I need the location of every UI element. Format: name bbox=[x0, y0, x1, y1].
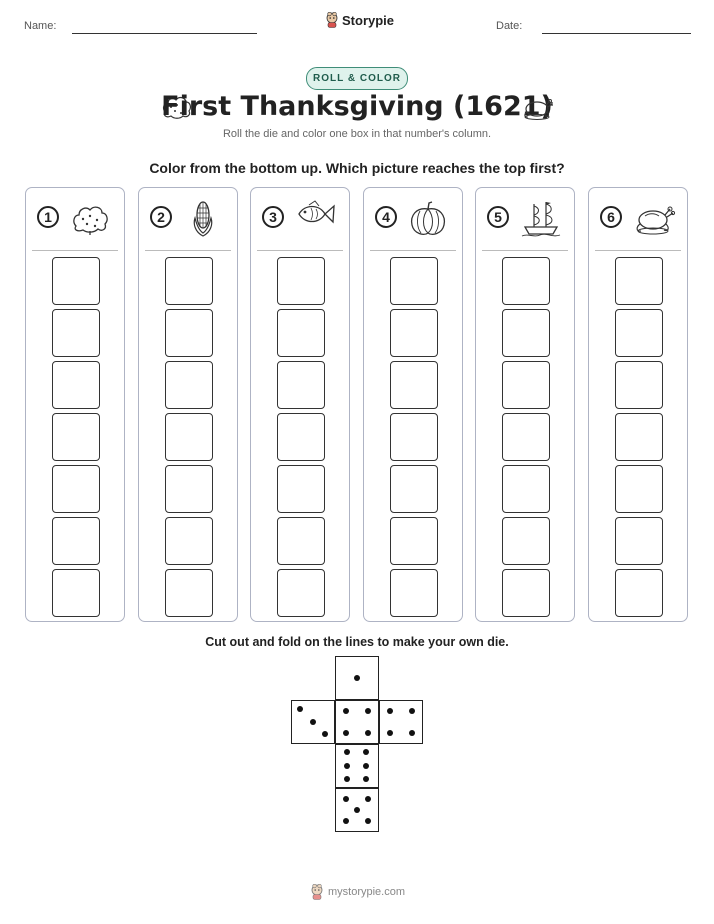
die-pip bbox=[365, 818, 371, 824]
die-pip bbox=[363, 776, 369, 782]
color-box bbox=[277, 569, 325, 617]
die-pip bbox=[344, 776, 350, 782]
column-number: 5 bbox=[487, 206, 509, 228]
die-pip bbox=[343, 796, 349, 802]
brand-name: Storypie bbox=[342, 12, 395, 28]
color-box bbox=[165, 257, 213, 305]
color-box bbox=[165, 517, 213, 565]
color-box bbox=[615, 361, 663, 409]
color-box bbox=[390, 569, 438, 617]
column-3 bbox=[250, 187, 350, 622]
subtitle: Roll the die and color one box in that number's column. bbox=[222, 128, 492, 140]
color-box bbox=[277, 309, 325, 357]
column-4 bbox=[363, 187, 463, 622]
die-pip bbox=[409, 730, 415, 736]
column-divider bbox=[145, 250, 231, 251]
color-box bbox=[52, 517, 100, 565]
bush-icon bbox=[70, 200, 110, 241]
die-pip bbox=[343, 818, 349, 824]
die-pip bbox=[354, 675, 360, 681]
die-pip bbox=[387, 730, 393, 736]
fish-icon bbox=[295, 200, 337, 233]
color-box bbox=[615, 517, 663, 565]
instructions: Color from the bottom up. Which picture reaches the top first? bbox=[149, 160, 565, 176]
storypie-mascot-icon bbox=[325, 12, 339, 28]
color-box bbox=[390, 465, 438, 513]
color-box bbox=[615, 413, 663, 461]
column-1 bbox=[25, 187, 125, 622]
die-face-3 bbox=[291, 700, 335, 744]
die-face-1 bbox=[335, 656, 379, 700]
turkey-decoration-icon bbox=[521, 93, 553, 121]
die-pip bbox=[354, 807, 360, 813]
die-pip bbox=[344, 749, 350, 755]
date-label: Date: bbox=[496, 20, 523, 32]
die-pip bbox=[322, 731, 328, 737]
column-5 bbox=[475, 187, 575, 622]
die-face-5 bbox=[335, 788, 379, 832]
die-pip bbox=[363, 749, 369, 755]
color-box bbox=[615, 465, 663, 513]
column-divider bbox=[482, 250, 568, 251]
color-box bbox=[502, 309, 550, 357]
column-number: 2 bbox=[150, 206, 172, 228]
color-box bbox=[502, 569, 550, 617]
color-box bbox=[165, 361, 213, 409]
color-box bbox=[390, 413, 438, 461]
color-box bbox=[390, 517, 438, 565]
color-box bbox=[52, 361, 100, 409]
brand-logo bbox=[325, 12, 394, 28]
color-box bbox=[165, 465, 213, 513]
column-number: 3 bbox=[262, 206, 284, 228]
page-title: First Thanksgiving (1621) bbox=[161, 91, 553, 122]
column-divider bbox=[595, 250, 681, 251]
color-box bbox=[502, 465, 550, 513]
pumpkin-icon bbox=[408, 200, 448, 243]
color-box bbox=[615, 309, 663, 357]
column-divider bbox=[370, 250, 456, 251]
column-divider bbox=[32, 250, 118, 251]
die-pip bbox=[343, 708, 349, 714]
die-pip bbox=[387, 708, 393, 714]
color-box bbox=[390, 257, 438, 305]
cut-instructions: Cut out and fold on the lines to make your own die. bbox=[205, 635, 509, 649]
column-6 bbox=[588, 187, 688, 622]
turkey-icon bbox=[633, 200, 677, 241]
color-box bbox=[52, 569, 100, 617]
die-face-4b bbox=[379, 700, 423, 744]
color-box bbox=[165, 569, 213, 617]
color-box bbox=[615, 257, 663, 305]
color-box bbox=[52, 309, 100, 357]
die-pip bbox=[365, 796, 371, 802]
corn-icon bbox=[183, 200, 223, 243]
footer bbox=[310, 884, 405, 900]
die-face-4 bbox=[335, 700, 379, 744]
die-pip bbox=[344, 763, 350, 769]
die-pip bbox=[297, 706, 303, 712]
color-box bbox=[52, 465, 100, 513]
color-box bbox=[277, 465, 325, 513]
color-box bbox=[615, 569, 663, 617]
die-pip bbox=[365, 708, 371, 714]
column-number: 1 bbox=[37, 206, 59, 228]
color-box bbox=[52, 257, 100, 305]
color-box bbox=[165, 413, 213, 461]
die-pip bbox=[409, 708, 415, 714]
die-pip bbox=[365, 730, 371, 736]
name-label: Name: bbox=[24, 20, 57, 32]
die-pip bbox=[363, 763, 369, 769]
die-pip bbox=[343, 730, 349, 736]
column-number: 6 bbox=[600, 206, 622, 228]
color-box bbox=[390, 361, 438, 409]
color-box bbox=[502, 413, 550, 461]
color-box bbox=[502, 257, 550, 305]
color-box bbox=[277, 257, 325, 305]
column-divider bbox=[257, 250, 343, 251]
column-number: 4 bbox=[375, 206, 397, 228]
color-box bbox=[502, 361, 550, 409]
die-pip bbox=[310, 719, 316, 725]
roll-color-badge: ROLL & COLOR bbox=[306, 67, 408, 90]
name-line bbox=[72, 33, 257, 34]
color-box bbox=[165, 309, 213, 357]
date-line bbox=[542, 33, 691, 34]
color-box bbox=[277, 413, 325, 461]
storypie-mascot-icon bbox=[310, 884, 324, 900]
color-box bbox=[277, 361, 325, 409]
footer-url: mystorypie.com bbox=[328, 886, 406, 898]
column-2 bbox=[138, 187, 238, 622]
die-face-6 bbox=[335, 744, 379, 788]
ship-icon bbox=[520, 200, 562, 243]
color-box bbox=[502, 517, 550, 565]
color-box bbox=[52, 413, 100, 461]
color-box bbox=[390, 309, 438, 357]
color-box bbox=[277, 517, 325, 565]
